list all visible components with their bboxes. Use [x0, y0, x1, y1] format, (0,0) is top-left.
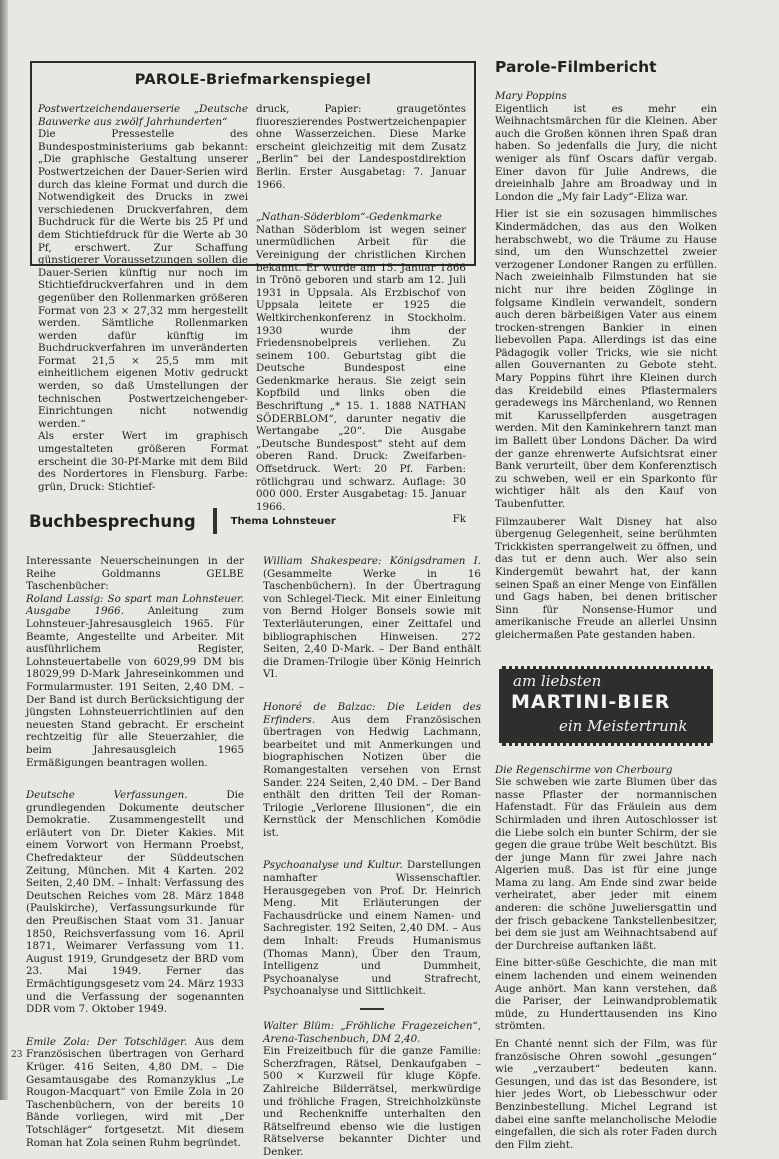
book-review-verfassungen: Deutsche Verfassungen. Die grundlegenden Dokumente deutscher Demokratie. Zusammengestellt und erläutert von Dr. Dieter Kakies. Mit einem Vorwort von Hermann Proebst, Chefredakteur der Süddeutschen Zeitung, München. Mit 4 Karten. 202 Seiten, 2,40 DM. – Inhalt: Verfassung des Deutschen Reiches vom 28. März 1848 (Paulskirche), Verfassungsurkunde für den Preußischen Staat vom 31. Januar 1850, Reichsverfassung vom 16. April 1871, Weimarer Verfassung vom 11. August 1919, Grundgesetz der BRD vom 23. Mai 1949. Ferner das Ermächtigungsgesetz vom 24. März 1933 und die Verfassung der sogenannten DDR vom 7. Oktober 1949. — [26, 789, 245, 1016]
buchbesprechung-subtitle: Thema Lohnsteuer — [230, 515, 336, 527]
film-paragraph: Hier ist sie ein sozusagen himmlisches Kindermädchen, das aus den Wolken herabschwebt, wo die Träume zu Hause sind, um den Wunschzettel zweier verzogener Londoner Rangen zu erfüllen. Nach zweieinhalb Filmstunden hat sie nicht nur ihre beiden Zöglinge in folgsame Kindlein verwandelt, sondern auch deren bärbeißigen Vater aus einem trocken-strengen Bankier in einen liebevollen Papa. Allerdings ist das eine Pädagogik voller Tricks, wie sie nicht allen Gouvernanten zu Gebote steht. Mary Poppins führt ihre Kleinen durch das Kreidebild eines Pflastermalers geradewegs ins Märchenland, wo Rennen mit Karussellpferden ausgetragen werden. Mit den Kaminkehrern tanzt man im Ballett über Londons Dächer. Da wird der ganze ehrenwerte Aufsichtsrat einer Bank verurteilt, über dem Konferenztisch zu schweben, weil er ein Sparkonto für wichtiger hält als den Kauf von Taubenfutter. — [495, 208, 717, 510]
martini-bier-ad — [495, 662, 717, 750]
film-heading-mary-poppins: Mary Poppins — [495, 90, 567, 102]
section-rule — [360, 1008, 384, 1010]
book-review-bluem-heading: Walter Blüm: „Fröhliche Fragezeichen“, Arena-Taschenbuch, DM 2,40. — [263, 1020, 481, 1045]
briefmarken-title: PAROLE-Briefmarkenspiegel — [134, 72, 372, 88]
film-paragraph: Sie schweben wie zarte Blumen über das nasse Pflaster der normannischen Hafenstadt. Für das Fräulein aus dem Schirmladen und ihren Autoschlosser ist die Liebe solch ein bunter Schirm, der sie gegen die graue trübe Welt beschützt. Bis der junge Mann für zwei Jahre nach Algerien muß. Das ist für eine junge Mama zu lang. Am Ende sind zwar beide verheiratet, aber jeder mit einem anderen: die schöne Juweliersgattin und der frisch gebackene Tankstellenbesitzer, bei dem sie just am Weihnachtsabend auf der Durchreise auftanken läßt. — [495, 776, 717, 952]
book-reviews-left-column — [26, 555, 244, 1149]
soederblom-heading: „Nathan-Söderblom“-Gedenkmarke — [256, 211, 442, 224]
book-review-lassig: Roland Lassig: So spart man Lohnsteuer. Ausgabe 1966. Anleitung zum Lohnsteuer-Jahresausgleich 1965. Für Beamte, Angestellte und Arbeiter. Mit ausführlichem Register, Lohnsteuertabelle von 6029,99 DM bis 18029,99 D-Mark Jahreseinkommen und Formularmuster. 191 Seiten, 2,40 DM. – Der Band ist durch Berücksichtigung der jüngsten Lohnsteuerrichtlinien auf den neuesten Stand gebracht. Er erscheint rechtzeitig für alle Steuerzahler, die beim Jahresausgleich 1965 Ermäßigungen beantragen wollen. — [26, 592, 244, 769]
buchbesprechung-header — [29, 508, 336, 534]
book-reviews-right-column — [263, 555, 481, 1159]
ad-line-1: am liebsten — [513, 671, 602, 690]
film-heading-regenschirme: Die Regenschirme von Cherbourg — [495, 763, 673, 776]
filmbericht-title: Parole-Filmbericht — [495, 58, 657, 76]
dauerserie-text: Die Pressestelle des Bundespostministeriums gab bekannt: „Die graphische Gestaltung unserer Postwertzeichen der Dauer-Serien wird durch das kleine Format und durch die Notwendigkeit des Drucks in zwei verschiedenen Druckverfahren, dem Buchdruck für die Werte bis 25 Pf und dem Stichtiefdruck für die Werte ab 30 Pf, erschwert. Zur Schaffung günstigerer Voraussetzungen sollen die Dauer-Serien künftig nur noch im Stichtiefdruckverfahren und in dem gegenüber den Rollenmarken größeren Format von 23 × 27,32 mm hergestellt werden. Sämtliche Rollenmarken werden dafür künftig im Buchdruckverfahren im unveränderten Format 21,5 × 25,5 mm mit einheitlichem eigenen Motiv gedruckt werden, so daß Umstellungen der technischen Postwertzeichengeber-Einrichtungen nicht notwendig werden.“ — [38, 128, 248, 430]
dauerserie-continued: druck, Papier: graugetöntes fluoreszierendes Postwertzeichenpapier ohne Wasserzeichen. Diese Marke erscheint gleichzeitig mit dem Zusatz „Berlin“ bei der Landespostdirektion Berlin. Erster Ausgabetag: 7. Januar 1966. — [256, 103, 466, 191]
book-review-psychoanalyse: Psychoanalyse und Kultur. Darstellungen namhafter Wissenschaftler. Herausgegeben von Prof. Dr. Heinrich Meng. Mit Erläuterungen der Fachausdrücke und einem Namen- und Sachregister. 192 Seiten, 2,40 DM. – Aus dem Inhalt: Freuds Humanismus (Thomas Mann), Über den Traum, Intelligenz und Dummheit, Psychoanalyse und Strafrecht, Psychoanalyse und Sittlichkeit. — [263, 859, 481, 998]
dauerserie-text-2: Als erster Wert im graphisch umgestalteten größeren Format erscheint die 30-Pf-Marke mit dem Bild des Nordertores in Flensburg. Farbe: grün, Druck: Stichtief- — [38, 430, 248, 493]
ad-brand: MARTINI-BIER — [511, 690, 671, 713]
briefmarken-right-column — [256, 103, 466, 526]
buchbesprechung-title: Buchbesprechung — [29, 511, 196, 531]
book-review-zola: Emile Zola: Der Totschläger. Aus dem Französischen übertragen von Gerhard Krüger. 416 Seiten, 4,80 DM. – Die Gesamtausgabe des Romanzyklus „Le Rougon-Macquart“ von Emile Zola in 20 Taschenbüchern, von der bereits 10 Bände vorliegen, wird mit „Der Totschläger“ fortgesetzt. Mit diesem Roman hat Zola seinen Ruhm begründet. — [26, 1035, 244, 1149]
page-edge-shadow — [0, 0, 8, 1100]
book-intro: Interessante Neuerscheinungen in der Reihe Goldmanns GELBE Taschenbücher: — [26, 555, 244, 593]
dauerserie-heading: Postwertzeichendauerserie „Deutsche Bauwerke aus zwölf Jahrhunderten“ — [38, 103, 248, 128]
film-paragraph: Eine bitter-süße Geschichte, die man mit einem lachenden und einem weinenden Auge anhört. Man kann verstehen, daß die Pariser, der Leinwandproblematik müde, zu Hunderttausenden ins Kino strömten. — [495, 957, 717, 1033]
filmbericht-column — [495, 55, 717, 1151]
soederblom-text: Nathan Söderblom ist wegen seiner unermüdlichen Arbeit für die Vereinigung der christlichen Kirchen bekannt. Er wurde am 15. Januar 1866 in Trönö geboren und starb am 12. Juli 1931 in Uppsala. Als Erzbischof von Uppsala leitete er 1925 die Weltkirchenkonferenz in Stockholm. 1930 wurde ihm der Friedensnobelpreis verliehen. Zu seinem 100. Geburtstag gibt die Deutsche Bundespost eine Gedenkmarke heraus. Sie zeigt sein Kopfbild und links oben die Beschriftung „* 15. 1. 1888 NATHAN SÖDERBLOM“, darunter negativ die Wertangabe „20“. Die Ausgabe „Deutsche Bundespost“ steht auf dem oberen Rand. Druck: Zweifarben-Offsetdruck. Wert: 20 Pf. Farben: rötlichgrau und schwarz. Auflage: 30 000 000. Erster Ausgabetag: 15. Januar 1966. — [256, 223, 466, 513]
book-review-balzac: Honoré de Balzac: Die Leiden des Erfinders. Aus dem Französischen übertragen von Hedwig Lachmann, bearbeitet und mit Anmerkungen und biographischen Notizen über die Romangestalten versehen von Ernst Sander. 224 Seiten, 2,40 DM. – Der Band enthält den dritten Teil der Roman-Trilogie „Verlorene Illusionen“, die ein Kernstück der Menschlichen Komödie ist. — [263, 700, 481, 839]
page-number: 23 — [11, 1050, 23, 1060]
film-paragraph: Filmzauberer Walt Disney hat also übergenug Gelegenheit, seine berühmten Trickkisten sperrangelweit zu öffnen, und das tut er denn auch. Wer also sein Kindergemüt bewahrt hat, der kann seinen Spaß an einer Menge von Einfällen und Gags haben, bei denen britischer Sinn für Nonsense-Humor und amerikanische Freude an allerlei Unsinn gleichermaßen Pate gestanden haben. — [495, 515, 717, 641]
film-paragraph: Eigentlich ist es mehr ein Weihnachtsmärchen für die Kleinen. Aber auch die Großen können ihren Spaß dran haben. So jedenfalls die Jury, die nicht weniger als fünf Oscars dafür vergab. Einer davon für Julie Andrews, die dreieinhalb Jahre am Broadway und in London die „My fair Lady“-Eliza war. — [495, 102, 717, 203]
book-review-shakespeare: William Shakespeare: Königsdramen I. (Gesammelte Werke in 16 Taschenbüchern). In der Übertragung von Schlegel-Tieck. Mit einer Einleitung von Bernd Holger Bonsels sowie mit Texterläuterungen, einer Zeittafel und bibliographischen Hinweisen. 272 Seiten, 2,40 D-Mark. – Der Band enthält die Dramen-Trilogie über König Heinrich VI. — [263, 555, 481, 681]
header-divider-bar — [213, 508, 217, 534]
book-review-bluem: Ein Freizeitbuch für die ganze Familie: Scherzfragen, Rätsel, Denkaufgaben – 500 × Kurzweil für kluge Köpfe. Zahlreiche Bilderrätsel, merkwürdige und fröhliche Fragen, Streichholzkünste und Rechenkniffe unterhalten den Rätselfreund ebenso wie die lustigen Rätselverse bekannter Dichter und Denker. — [263, 1045, 481, 1158]
author-signature: Fk — [452, 513, 466, 526]
film-paragraph: En Chanté nennt sich der Film, was für französische Ohren sowohl „gesungen“ wie „verzaubert“ bedeuten kann. Gesungen, und das ist das Besondere, ist hier jedes Wort, ob Liebesschwur oder Benzinbestellung. Michel Legrand ist dabei eine sanfte melancholische Melodie eingefallen, die sich als roter Faden durch den Film zieht. — [495, 1038, 717, 1151]
ad-line-3: ein Meistertrunk — [559, 716, 688, 735]
briefmarken-left-column — [38, 103, 248, 493]
